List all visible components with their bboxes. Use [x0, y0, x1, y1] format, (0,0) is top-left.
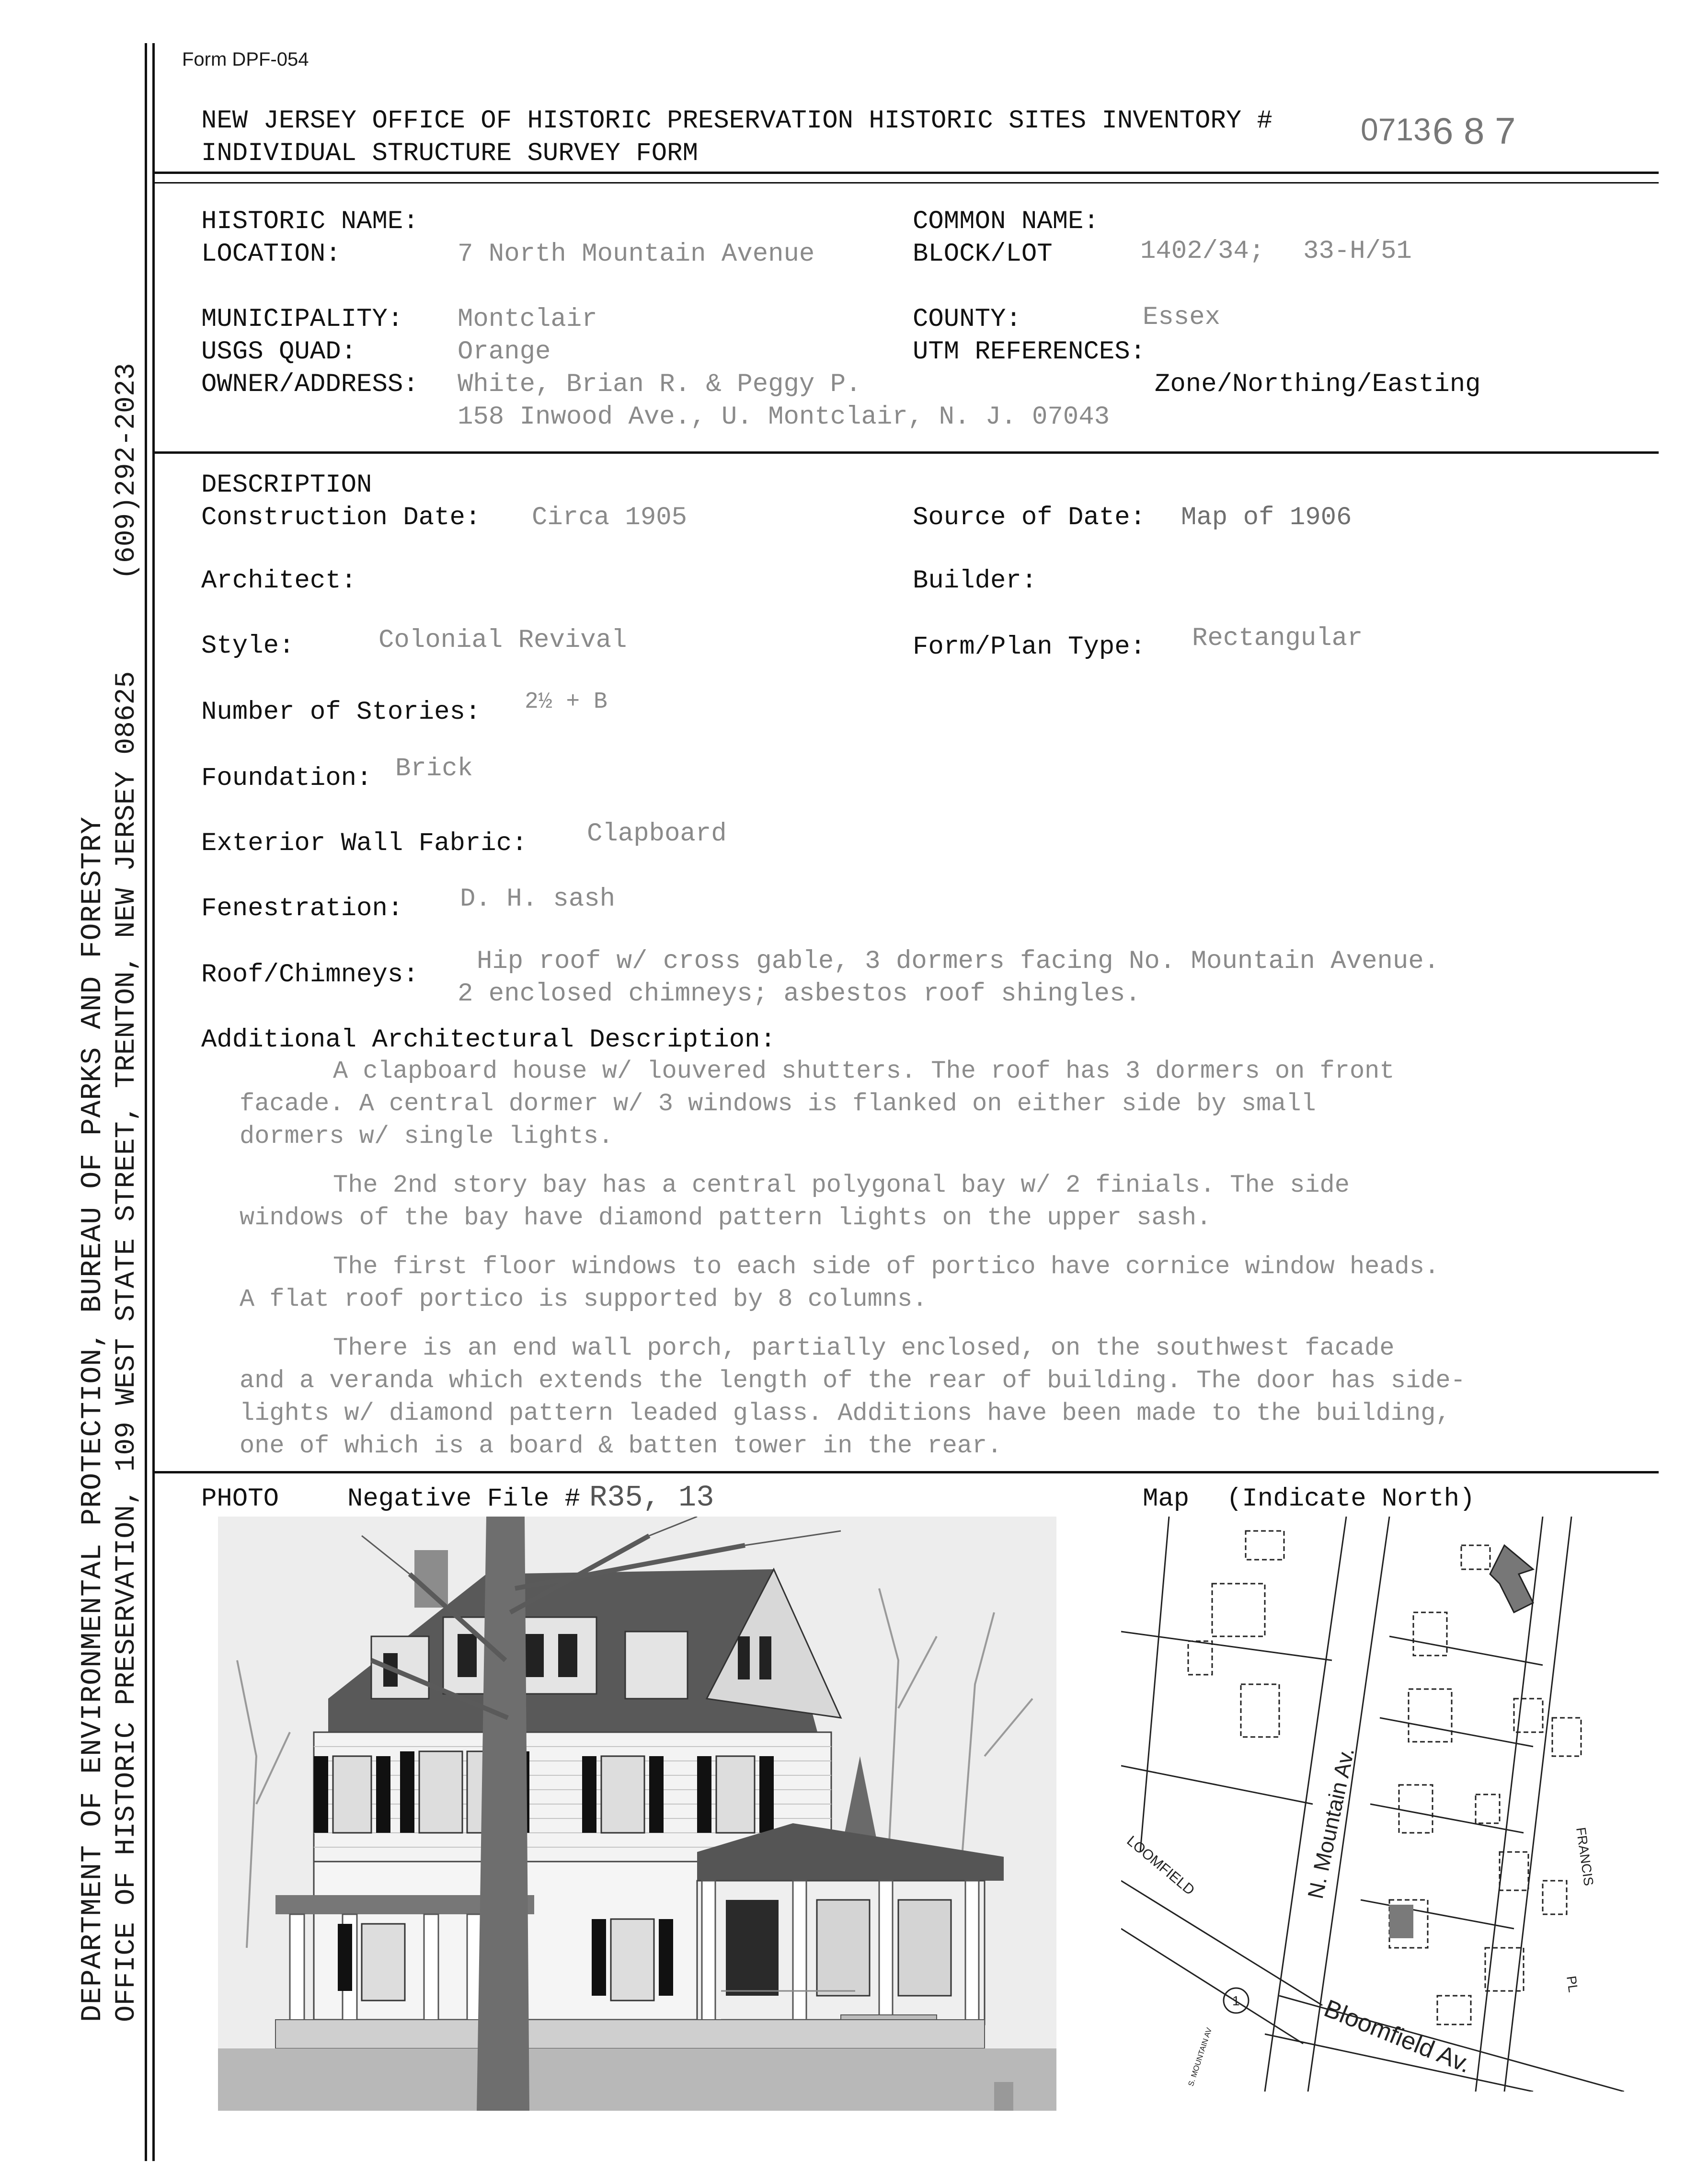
- owner-address-label: OWNER/ADDRESS:: [201, 370, 419, 399]
- description-para-2-line-2: windows of the bay have diamond pattern lights on the upper sash.: [240, 1204, 1212, 1232]
- header-title-line2: INDIVIDUAL STRUCTURE SURVEY FORM: [201, 139, 698, 168]
- foundation-label: Foundation:: [201, 764, 372, 793]
- identification-rule: [154, 451, 1659, 454]
- common-name-label: COMMON NAME:: [913, 207, 1099, 236]
- owner-value: White, Brian R. & Peggy P.: [458, 370, 861, 399]
- block-lot-value-2: 33-H/51: [1303, 237, 1412, 266]
- roof-chimneys-value-1: Hip roof w/ cross gable, 3 dormers facing No. Mountain Avenue.: [477, 947, 1440, 976]
- source-of-date-label: Source of Date:: [913, 503, 1146, 532]
- negative-file-label: Negative File #: [347, 1484, 581, 1514]
- source-of-date-value: Map of 1906: [1181, 503, 1352, 532]
- exterior-wall-fabric-label: Exterior Wall Fabric:: [201, 829, 527, 858]
- description-para-4-line-3: lights w/ diamond pattern leaded glass. Additions have been made to the building,: [240, 1399, 1451, 1427]
- fenestration-label: Fenestration:: [201, 894, 403, 923]
- sidebar-phone: (609)292-2023: [111, 363, 142, 580]
- exterior-wall-fabric-value: Clapboard: [587, 819, 727, 849]
- form-id: Form DPF-054: [182, 49, 309, 70]
- style-value: Colonial Revival: [378, 626, 627, 655]
- county-label: COUNTY:: [913, 305, 1021, 334]
- location-label: LOCATION:: [201, 240, 341, 269]
- header-rule-2: [154, 182, 1659, 184]
- left-margin-rule-1: [145, 43, 147, 2161]
- municipality-label: MUNICIPALITY:: [201, 305, 403, 334]
- municipality-value: Montclair: [458, 305, 597, 334]
- block-lot-value: 1402/34;: [1140, 237, 1265, 266]
- county-value: Essex: [1143, 303, 1221, 332]
- map-street-francis: FRANCIS: [1573, 1826, 1596, 1887]
- location-map: [1121, 1517, 1624, 2092]
- roof-chimneys-label: Roof/Chimneys:: [201, 960, 419, 989]
- block-lot-label: BLOCK/LOT: [913, 240, 1053, 269]
- fenestration-value: D. H. sash: [460, 885, 616, 914]
- foundation-value: Brick: [395, 754, 473, 783]
- description-para-2-line-1: The 2nd story bay has a central polygonal bay w/ 2 finials. The side: [333, 1171, 1350, 1199]
- inventory-number-suffix: 6 8 7: [1433, 110, 1516, 152]
- usgs-quad-label: USGS QUAD:: [201, 337, 357, 367]
- usgs-quad-value: Orange: [458, 337, 551, 367]
- description-heading: DESCRIPTION: [201, 471, 372, 500]
- map-label: Map: [1143, 1484, 1190, 1514]
- sidebar-office-line: OFFICE OF HISTORIC PRESERVATION, 109 WEST STATE STREET, TRENTON, NEW JERSEY 08625: [111, 671, 142, 2022]
- photo-label: PHOTO: [201, 1484, 279, 1514]
- left-margin-rule-2: [152, 43, 155, 2161]
- map-street-bloomfield: Bloomfield Av.: [1320, 1994, 1475, 2079]
- location-value: 7 North Mountain Avenue: [458, 240, 815, 269]
- map-street-pl: PL: [1564, 1975, 1581, 1993]
- map-street-bloomfield-upper: LOOMFIELD: [1123, 1833, 1198, 1898]
- style-label: Style:: [201, 632, 295, 661]
- map-circle-number: 1: [1232, 1993, 1240, 2008]
- house-photo: [218, 1517, 1056, 2111]
- zone-northing-easting-label: Zone/Northing/Easting: [1155, 370, 1481, 399]
- map-north-note: (Indicate North): [1227, 1484, 1475, 1514]
- sidebar-department-line: DEPARTMENT OF ENVIRONMENTAL PROTECTION, BUREAU OF PARKS AND FORESTRY: [77, 816, 109, 2022]
- description-para-1-line-3: dormers w/ single lights.: [240, 1122, 614, 1150]
- number-of-stories-value: 2½ + B: [525, 689, 608, 715]
- construction-date-value: Circa 1905: [532, 503, 688, 532]
- description-para-4-line-1: There is an end wall porch, partially enclosed, on the southwest facade: [333, 1334, 1395, 1362]
- map-street-n-mountain: N. Mountain Av.: [1302, 1745, 1359, 1901]
- description-para-1-line-1: A clapboard house w/ louvered shutters. The roof has 3 dormers on front: [333, 1057, 1395, 1085]
- description-para-4-line-2: and a veranda which extends the length of the rear of building. The door has side-: [240, 1367, 1466, 1395]
- description-para-1-line-2: facade. A central dormer w/ 3 windows is flanked on either side by small: [240, 1090, 1316, 1118]
- builder-label: Builder:: [913, 566, 1037, 596]
- roof-chimneys-value-2: 2 enclosed chimneys; asbestos roof shingles.: [458, 979, 1141, 1009]
- number-of-stories-label: Number of Stories:: [201, 698, 481, 727]
- description-para-3-line-1: The first floor windows to each side of portico have cornice window heads.: [333, 1253, 1440, 1281]
- additional-description-label: Additional Architectural Description:: [201, 1025, 776, 1055]
- map-street-small: S. MOUNTAIN AV: [1187, 2026, 1214, 2088]
- header-rule: [154, 172, 1659, 174]
- historic-name-label: HISTORIC NAME:: [201, 207, 419, 236]
- description-para-3-line-2: A flat roof portico is supported by 8 columns.: [240, 1285, 928, 1313]
- construction-date-label: Construction Date:: [201, 503, 481, 532]
- owner-address-value: 158 Inwood Ave., U. Montclair, N. J. 07043: [458, 402, 1110, 432]
- photo-section-rule: [154, 1471, 1659, 1473]
- architect-label: Architect:: [201, 566, 357, 596]
- form-plan-type-label: Form/Plan Type:: [913, 632, 1146, 662]
- form-plan-type-value: Rectangular: [1192, 624, 1363, 653]
- utm-references-label: UTM REFERENCES:: [913, 337, 1146, 367]
- negative-file-value: R35, 13: [589, 1481, 714, 1515]
- inventory-number-prefix: 0713: [1361, 112, 1431, 147]
- header-title-line1: NEW JERSEY OFFICE OF HISTORIC PRESERVATION HISTORIC SITES INVENTORY #: [201, 106, 1272, 136]
- description-para-4-line-4: one of which is a board & batten tower in the rear.: [240, 1432, 1002, 1460]
